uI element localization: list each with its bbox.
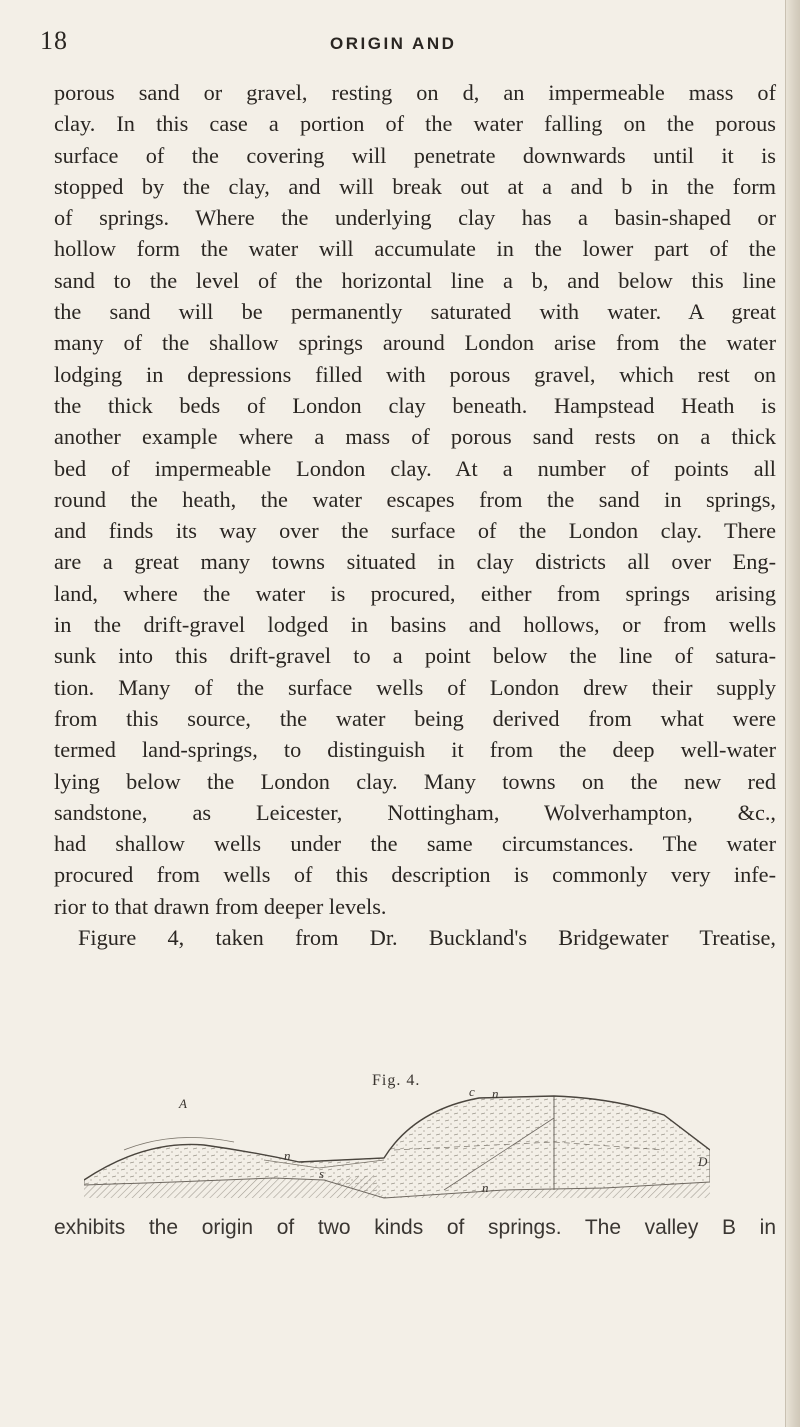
body-line: from this source, the water being derived from what were	[54, 705, 776, 731]
body-line: of springs. Where the underlying clay has a basin-shaped or	[54, 205, 776, 231]
body-line: the sand will be permanently saturated with water. A great	[54, 299, 776, 325]
figure-label: n	[284, 1148, 291, 1163]
body-line-continued: exhibits the origin of two kinds of springs. The valley B in	[54, 1216, 776, 1239]
body-line: bed of impermeable London clay. At a number of points all	[54, 455, 776, 481]
page-edge	[785, 0, 800, 1427]
figure-label: A	[179, 1096, 187, 1111]
body-line: stopped by the clay, and will break out at a and b in the form	[54, 173, 776, 199]
body-line: land, where the water is procured, either from springs arising	[54, 580, 776, 606]
body-line: many of the shallow springs around London arise from the water	[54, 330, 776, 356]
body-line: Figure 4, taken from Dr. Buckland's Bridgewater Treatise,	[78, 925, 776, 951]
figure-label: n	[482, 1180, 489, 1195]
body-line: termed land-springs, to distinguish it from the deep well-water	[54, 737, 776, 763]
springs-cross-section-figure	[84, 1090, 710, 1200]
body-line: rior to that drawn from deeper levels.	[54, 893, 387, 919]
body-line: lying below the London clay. Many towns on the new red	[54, 768, 776, 794]
body-line: are a great many towns situated in clay districts all over Eng-	[54, 549, 776, 575]
figure-caption: Fig. 4.	[372, 1072, 421, 1089]
body-line: sunk into this drift-gravel to a point below the line of satura-	[54, 643, 776, 669]
body-line: porous sand or gravel, resting on d, an impermeable mass of	[54, 80, 776, 105]
page-number: 18	[40, 26, 68, 55]
body-line: procured from wells of this description is commonly very infe-	[54, 862, 776, 888]
running-title: ORIGIN AND	[330, 34, 457, 53]
body-line: surface of the covering will penetrate downwards until it is	[54, 142, 776, 168]
body-line: in the drift-gravel lodged in basins and hollows, or from wells	[54, 612, 776, 638]
body-line: sandstone, as Leicester, Nottingham, Wolverhampton, &c.,	[54, 799, 776, 825]
body-line: sand to the level of the horizontal line a b, and below this line	[54, 267, 776, 293]
figure-label: D	[698, 1154, 708, 1169]
figure-label: n	[492, 1090, 499, 1101]
body-line: tion. Many of the surface wells of London drew their supply	[54, 674, 776, 700]
running-head	[0, 24, 790, 64]
body-line: the thick beds of London clay beneath. Hampstead Heath is	[54, 392, 776, 418]
body-line: clay. In this case a portion of the water falling on the porous	[54, 111, 776, 137]
body-line: round the heath, the water escapes from the sand in springs,	[54, 486, 776, 512]
body-text	[54, 77, 776, 953]
figure-label: c	[469, 1090, 475, 1099]
body-line: another example where a mass of porous sand rests on a thick	[54, 424, 776, 450]
body-line: and finds its way over the surface of the London clay. There	[54, 518, 776, 544]
body-line: hollow form the water will accumulate in the lower part of the	[54, 236, 776, 262]
body-line: lodging in depressions filled with porous gravel, which rest on	[54, 361, 776, 387]
figure-label: s	[319, 1166, 325, 1181]
body-line: had shallow wells under the same circumstances. The water	[54, 831, 776, 857]
